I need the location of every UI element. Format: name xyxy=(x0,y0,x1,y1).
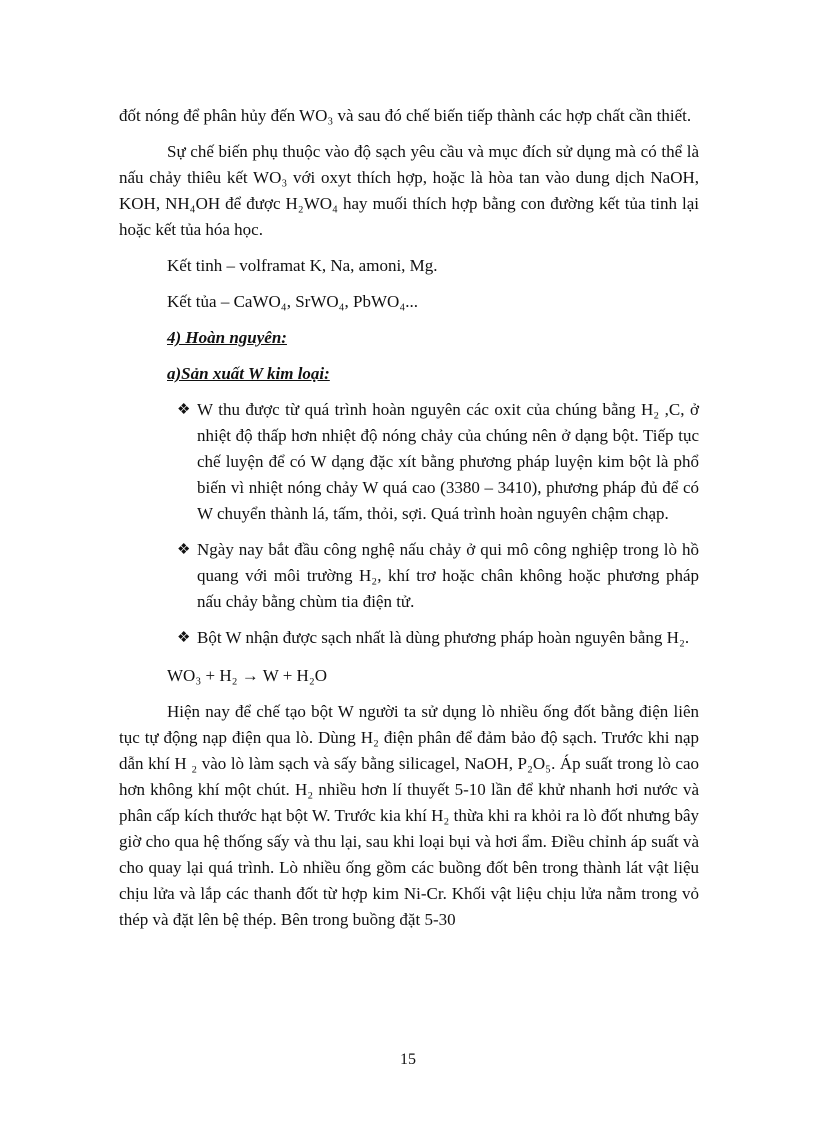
diamond-bullet-icon: ❖ xyxy=(177,542,191,558)
bullet-item xyxy=(119,397,699,527)
reaction-equation: WO₃ + H₂ → W + H₂O xyxy=(167,666,328,685)
paragraph-powder-production: Hiện nay để chế tạo bột W người ta sử dụng lò nhiều ống đốt bằng điện liên tục tự động nạp điện qua lò. Dùng H₂ điện phân để đảm bảo độ sạch. Trước khi nạp dẫn khí H ₂ vào lò làm sạch và sấy bằng silicagel, NaOH, P₂O₅. Áp suất trong lò cao hơn không khí một chút. H₂ nhiều hơn lí thuyết 5-10 lần để khử nhanh hơi nước và phân cấp kích thước hạt bột W. Trước kia khí H₂ thừa khi ra khỏi ra lò đốt nhưng bây giờ cho qua hệ thống sấy và thu lại, sau khi loại bụi và hơi ẩm. Điều chỉnh áp suất và cho quay lại quá trình. Lò nhiều ống gồm các buồng đốt bên trong thành lát vật liệu chịu lửa và lắp các thanh đốt từ hợp kim Ni-Cr. Khối vật liệu chịu lửa nằm trong vỏ thép và đặt lên bệ thép. Bên trong buồng đặt 5-30 xyxy=(119,702,699,929)
paragraph-precipitation: Kết tủa – CaWO₄, SrWO₄, PbWO₄... xyxy=(167,292,419,311)
diamond-bullet-icon: ❖ xyxy=(177,402,191,418)
paragraph-continuation: đốt nóng để phân hủy đến WO₃ và sau đó chế biến tiếp thành các hợp chất cần thiết. xyxy=(119,106,692,125)
bullet-item xyxy=(119,537,699,615)
page-number: 15 xyxy=(400,1051,416,1068)
page-content xyxy=(119,103,699,933)
bullet-item xyxy=(119,625,699,651)
subsection-heading: a)Sản xuất W kim loại: xyxy=(167,364,330,383)
bullet-list xyxy=(119,397,699,651)
bullet-text: Ngày nay bắt đầu công nghệ nấu chảy ở qui mô công nghiệp trong lò hồ quang với môi trường H₂, khí trơ hoặc chân không hoặc phương pháp nấu chảy bằng chùm tia điện tử. xyxy=(197,540,699,611)
bullet-text: Bột W nhận được sạch nhất là dùng phương pháp hoàn nguyên bằng H₂. xyxy=(197,628,690,647)
diamond-bullet-icon: ❖ xyxy=(177,630,191,646)
bullet-text: W thu được từ quá trình hoàn nguyên các oxit của chúng bằng H₂ ,C, ở nhiệt độ thấp hơn nhiệt độ nóng chảy của chúng nên ở dạng bột. Tiếp tục chế luyện để có W dạng đặc xít bằng phương pháp luyện kim bột là phổ biến vì nhiệt nóng chảy W quá cao (3380 – 3410), phương pháp đủ để có W chuyển thành lá, tấm, thỏi, sợi. Quá trình hoàn nguyên chậm chạp. xyxy=(197,400,699,523)
paragraph-crystallization: Kết tinh – volframat K, Na, amoni, Mg. xyxy=(167,256,438,275)
section-heading: 4) Hoàn nguyên: xyxy=(167,328,287,347)
paragraph-processing: Sự chế biến phụ thuộc vào độ sạch yêu cầu và mục đích sử dụng mà có thể là nấu chảy thiêu kết WO₃ với oxyt thích hợp, hoặc là hòa tan vào dung dịch NaOH, KOH, NH₄OH để được H₂WO₄ hay muối thích hợp bằng con đường kết tủa tinh lại hoặc kết tủa hóa học. xyxy=(119,142,699,239)
